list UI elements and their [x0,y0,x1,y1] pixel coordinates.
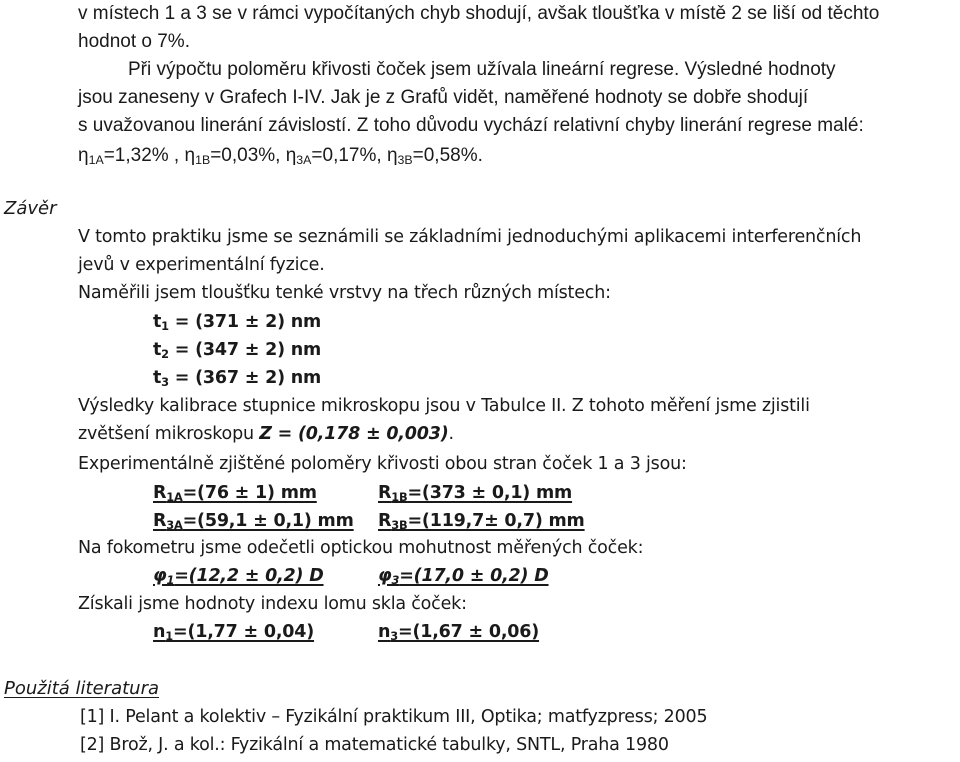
optical-power-result: $\varphi_1=(12,2 \pm 0,2)$ D [153,566,324,587]
refractive-index-result: $n_3=(1,67 \pm 0,06)$ [378,622,540,643]
optical-power-result: $\varphi_3=(17,0 \pm 0,2)$ D [378,566,549,587]
reference-item: [2] Brož, J. a kol.: Fyzikální a matematické tabulky, SNTL, Praha 1980 [80,735,669,755]
section-heading-literatura: Použitá literatura [4,678,159,699]
text-line: Při výpočtu poloměru křivosti čoček jsem užívala lineární regrese. Výsledné hodnoty [128,59,836,80]
refractive-index-result: $n_1=(1,77 \pm 0,04)$ [153,622,315,643]
magnification-value: Z = (0,178 ± 0,003) [259,424,449,444]
text-line: Na fokometru jsme odečetli optickou mohutnost měřených čoček: [78,538,644,558]
text-line: Výsledky kalibrace stupnice mikroskopu jsou v Tabulce II. Z tohoto měření jsme zjistili [78,396,810,416]
text-line: v místech 1 a 3 se v rámci vypočítaných chyb shodují, avšak tloušťka v místě 2 se liší od těchto [78,3,880,24]
text-line: Experimentálně zjištěné poloměry křivosti obou stran čoček 1 a 3 jsou: [78,454,687,474]
radius-result: $R_{1B}=(373 \pm 0,1)$ mm [378,483,573,504]
radius-result: $R_{3B}=(119,7\pm 0,7)$ mm [378,511,585,532]
text-line: Naměřili jsem tloušťku tenké vrstvy na třech různých místech: [78,283,611,303]
text-line: s uvažovanou linerání závislostí. Z toho důvodu vychází relativní chyby linerání regrese malé: [78,115,864,136]
reference-item: [1] I. Pelant a kolektiv – Fyzikální praktikum III, Optika; matfyzpress; 2005 [80,707,708,727]
radius-result: $R_{1A}=(76 \pm 1)$ mm [153,483,317,504]
thickness-result: $t_3 = (367 \pm 2)$ nm [153,368,322,389]
text-line: hodnot o 7%. [78,31,190,52]
eta-values: $\eta_{1A}=1,32\%$ , $\eta_{1B}=0,03\%$, $\eta_{3A}=0,17\%$, $\eta_{3B}=0,58\%$. [78,145,483,167]
text-line: Získali jsme hodnoty indexu lomu skla čoček: [78,594,467,614]
thickness-result: $t_1 = (371 \pm 2)$ nm [153,312,322,333]
text-line: jevů v experimentální fyzice. [78,255,325,275]
section-heading-zaver: Závěr [4,198,57,219]
text-line: V tomto praktiku jsme se seznámili se základními jednoduchými aplikacemi interferenčních [78,227,862,247]
thickness-result: $t_2 = (347 \pm 2)$ nm [153,340,322,361]
text-line: jsou zaneseny v Grafech I-IV. Jak je z Grafů vidět, naměřené hodnoty se dobře shodují [78,87,809,108]
magnification-line: zvětšení mikroskopu Z = (0,178 ± 0,003). [78,424,454,444]
radius-result: $R_{3A}=(59,1 \pm 0,1)$ mm [153,511,354,532]
